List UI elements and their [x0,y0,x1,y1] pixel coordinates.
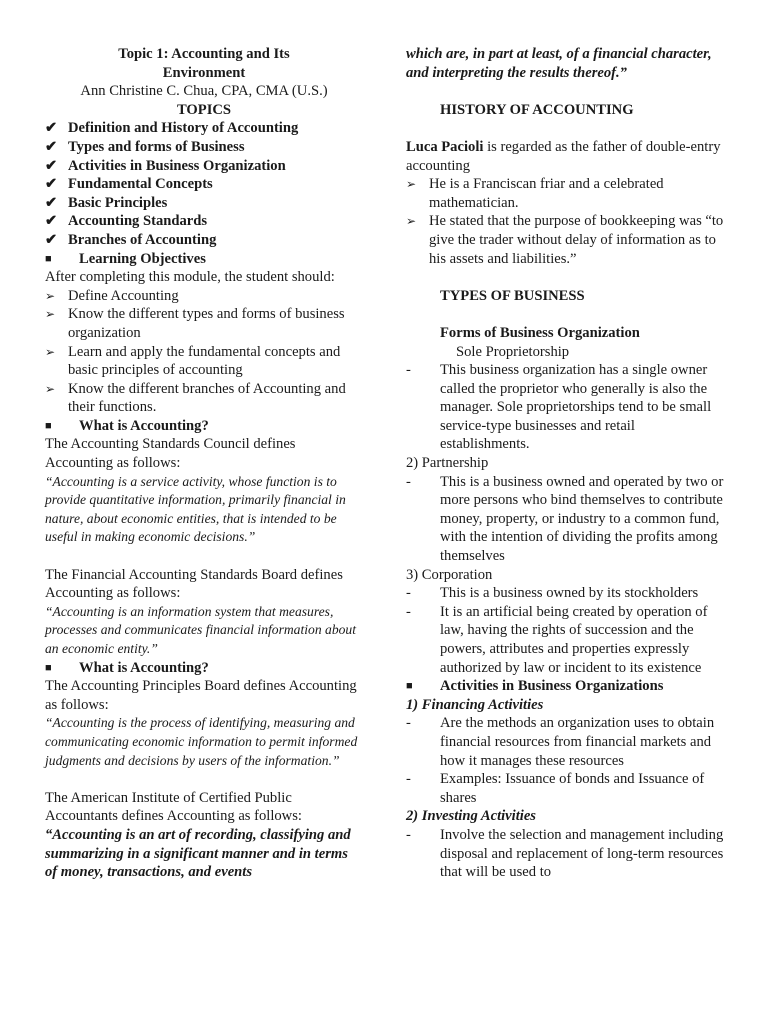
arrow-bullet-icon: ➢ [45,307,56,322]
learning-objectives-heading: ■ Learning Objectives [45,250,206,267]
objective-item: ➢ Define Accounting [45,287,179,304]
dash-bullet: - [406,362,411,379]
sole-proprietorship-label: Sole Proprietorship [456,343,570,360]
right-column [406,45,728,882]
dash-bullet: - [406,826,411,843]
corporation-description: - This is a business owned by its stockholders [406,585,699,602]
forms-heading: Forms of Business Organization [440,324,640,341]
pacioli-points [406,175,728,268]
arrow-bullet-icon: ➢ [45,288,56,303]
investing-label: 2) Investing Activities [406,808,536,825]
topic-item: ✔ Activities in Business Organization [45,157,286,174]
objective-item: ➢ Know the different branches of Accounting and their functions. [45,380,346,416]
aicpa-quote: “Accounting is an art of recording, classifying and summarizing in a significant manner and in terms of money, transactions, and events [45,826,351,881]
arrow-bullet-icon: ➢ [45,344,56,359]
checkmark-icon: ✔ [45,138,58,155]
checkmark-icon: ✔ [45,176,58,193]
checkmark-icon: ✔ [45,194,58,211]
checkmark-icon: ✔ [45,213,58,230]
dash-bullet: - [406,771,411,788]
square-bullet-icon: ■ [45,252,52,265]
partnership-description: - This is a business owned and operated by two or more persons who bind themselves to contribute money, property, or industry to a common fund, with the intention of dividing the profits among themselves [406,473,724,565]
topics-heading: TOPICS [176,101,232,118]
author-line: Ann Christine C. Chua, CPA, CMA (U.S.) [80,83,328,100]
apb-quote: “Accounting is the process of identifying, measuring and communicating economic information to permit informed judgments and decisions by users of the information.” [45,715,358,768]
asc-intro: The Accounting Standards Council defines Accounting as follows: [45,436,296,472]
topic-item: ✔ Accounting Standards [45,213,208,230]
square-bullet-icon: ■ [406,680,413,693]
fasb-intro: The Financial Accounting Standards Board defines Accounting as follows: [45,566,343,602]
dash-bullet: - [406,585,411,602]
pacioli-name: Luca Pacioli [406,138,484,155]
pacioli-point: ➢ He stated that the purpose of bookkeeping was “to give the trader without delay of information as to his assets and liabilities.” [406,213,724,267]
arrow-bullet-icon: ➢ [45,381,56,396]
investing-description: - Involve the selection and management including disposal and replacement of long-term resources that will be used to [406,826,724,881]
objectives-list [45,287,363,417]
objective-item: ➢ Know the different types and forms of business organization [45,306,345,341]
checkmark-icon: ✔ [45,157,58,174]
dash-bullet: - [406,603,411,620]
corporation-label: 3) Corporation [406,566,493,583]
topic-title-line2: Environment [162,64,246,81]
what-is-accounting-heading-2: ■ What is Accounting? [45,659,209,676]
dash-bullet: - [406,473,411,490]
topic-title-line1: Topic 1: Accounting and Its [118,46,290,62]
square-bullet-icon: ■ [45,661,52,674]
apb-intro: The Accounting Principles Board defines Accounting as follows: [45,678,357,713]
financing-description: - Are the methods an organization uses to obtain financial resources from financial markets and how it manages these resources [406,715,715,769]
topic-item: ✔ Basic Principles [45,194,168,211]
partnership-label: 2) Partnership [406,455,489,472]
topic-item: ✔ Definition and History of Accounting [45,120,299,137]
aicpa-quote-continued: which are, in part at least, of a financial character, and interpreting the results thereof.” [406,46,712,81]
topic-item: ✔ Branches of Accounting [45,231,217,248]
pacioli-point: ➢ He is a Franciscan friar and a celebrated mathematician. [406,176,664,211]
learning-intro: After completing this module, the student should: [45,269,335,286]
activities-heading: ■ Activities in Business Organizations [406,678,664,695]
corporation-description: - It is an artificial being created by operation of law, having the rights of succession and the powers, attributes and properties expressly authorized by law or incident to its existence [406,603,708,676]
types-heading: TYPES OF BUSINESS [440,287,585,304]
what-is-accounting-heading: ■ What is Accounting? [45,417,209,434]
topic-item: ✔ Fundamental Concepts [45,176,213,193]
sole-description: - This business organization has a single owner called the proprietor who generally is also the manager. Sole proprietorships tend to be small service-type businesses and retail establishments. [406,362,712,453]
financing-label: 1) Financing Activities [406,696,544,713]
topics-list [45,119,363,249]
fasb-quote: “Accounting is an information system that measures, processes and communicates financial information about an economic entity.” [45,603,356,656]
dash-bullet: - [406,715,411,732]
square-bullet-icon: ■ [45,419,52,432]
arrow-bullet-icon: ➢ [406,177,417,192]
topic-item: ✔ Types and forms of Business [45,138,245,155]
objective-item: ➢ Learn and apply the fundamental concepts and basic principles of accounting [45,343,341,379]
checkmark-icon: ✔ [45,231,58,248]
arrow-bullet-icon: ➢ [406,214,417,229]
financing-description: - Examples: Issuance of bonds and Issuance of shares [406,771,705,806]
left-column [45,45,363,882]
pacioli-paragraph: Luca Pacioli is regarded as the father of double-entry accounting [406,138,721,174]
history-heading: HISTORY OF ACCOUNTING [440,101,634,118]
aicpa-intro: The American Institute of Certified Public Accountants defines Accounting as follows: [45,789,302,825]
checkmark-icon: ✔ [45,120,58,137]
asc-quote: “Accounting is a service activity, whose function is to provide quantitative information, primarily financial in nature, about economic entities, that is intended to be useful in making economic decisions.” [45,473,346,545]
